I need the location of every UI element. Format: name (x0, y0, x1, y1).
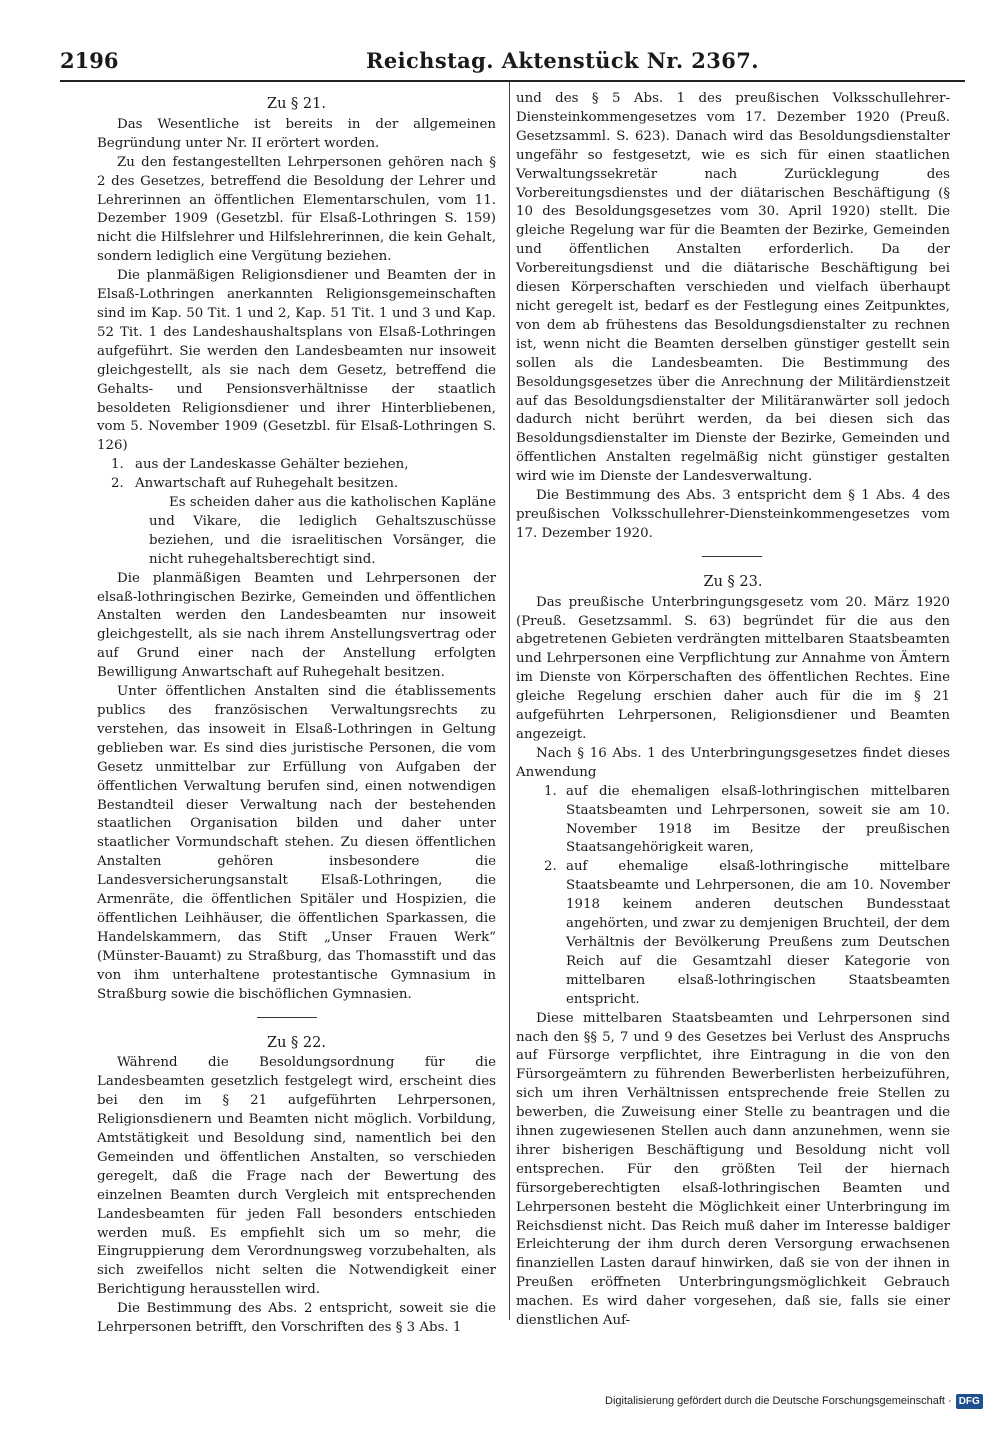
paragraph: und des § 5 Abs. 1 des preußischen Volksschullehrer-Diensteinkommengesetzes vom 17. Dezember 1920 (Preuß. Gesetzsamml. S. 623). Danach wird das Besoldungsdienstalter ungefähr so festgesetzt, wie es sich für einen staatlichen Verwaltungssekretär nach Zurücklegung des Vorbereitungsdienstes und der diätarischen Beschäftigung (§ 10 des Besoldungsgesetzes vom 30. April 1920) stellt. Die gleiche Regelung war für die Beamten der Bezirke, Gemeinden und öffentlichen Anstalten erforderlich. Da der Vorbereitungsdienst und die diätarische Beschäftigung bei diesen Körperschaften verschieden und vielfach überhaupt nicht geregelt ist, bedarf es der Festlegung eines Zeitpunktes, von dem ab frühestens das Besoldungsdienstalter zu rechnen ist, wenn nicht die Beamten derselben günstiger gestellt sein sollen als die Landesbeamten. Die Bestimmung des Besoldungsgesetzes über die Anrechnung der Militärdienstzeit auf das Besoldungsdienstalter der Militäranwärter soll jedoch dadurch nicht berührt werden, da bei diesen sich das Besoldungsdienstalter im Dienste der Bezirke, Gemeinden und öffentlichen Anstalten regelmäßig nicht günstiger gestalten wird wie im Dienste der Landesverwaltung. (516, 91, 950, 485)
list-number: 2. (111, 476, 124, 492)
list-item (516, 858, 950, 1009)
numbered-list (516, 783, 950, 1010)
paragraph: Die planmäßigen Religionsdiener und Beamten der in Elsaß-Lothringen anerkannten Religionsgemeinschaften sind im Kap. 50 Tit. 1 und 2, Kap. 51 Tit. 1 und 3 und Kap. 52 Tit. 1 des Landeshaushaltsplans von Elsaß-Lothringen aufgeführt. Sie werden den Landesbeamten nur insoweit gleichgestellt, als sie nach dem Gesetz, betreffend die Gehalts- und Pensionsverhältnisse der staatlich besoldeten Religionsdiener und ihrer Hinterbliebenen, vom 5. November 1909 (Gesetzbl. für Elsaß-Lothringen S. 126) (97, 268, 496, 454)
header-rule (60, 80, 965, 82)
list-text: aus der Landeskasse Gehälter beziehen, (135, 457, 409, 473)
section-separator (257, 1017, 317, 1018)
page-header (60, 48, 962, 74)
indented-note: Es scheiden daher aus die katholischen Kapläne und Vikare, die lediglich Gehaltszuschüsse beziehen, und die israelitischen Vorsänger, die nicht ruhegehaltsberechtigt sind. (149, 495, 496, 567)
running-title: Reichstag. Aktenstück Nr. 2367. (366, 48, 760, 73)
paragraph: Die Bestimmung des Abs. 3 entspricht dem § 1 Abs. 4 des preußischen Volksschullehrer-Diensteinkommengesetzes vom 17. Dezember 1920. (516, 488, 950, 541)
column-divider (509, 82, 510, 1320)
page-number: 2196 (60, 48, 119, 73)
paragraph: Das Wesentliche ist bereits in der allgemeinen Begründung unter Nr. II erörtert worden. (97, 116, 496, 151)
list-item (97, 456, 496, 475)
paragraph: Diese mittelbaren Staatsbeamten und Lehrpersonen sind nach den §§ 5, 7 und 9 des Gesetzes bei Verlust des Anspruchs auf Fürsorge verpflichtet, ihre Eintragung in die von den Fürsorgeämtern zu führenden Bewerberlisten herbeizuführen, sich um ihren Verhältnissen entsprechende freie Stellen zu bewerben, die Zuweisung einer Stelle zu beantragen und die ihnen zugewiesenen Stellen auch dann anzunehmen, wenn sie ihrer bisherigen Beschäftigung und Besoldung nicht voll entsprechen. Für den größten Teil der hiernach fürsorgeberechtigten elsaß-lothringischen Beamten und Lehrpersonen besteht die Möglichkeit einer Unterbringung im Reichsdienst nicht. Das Reich muß daher im Interesse baldiger Erleichterung der ihm durch deren Versorgung erwachsenen finanziellen Lasten darauf hinwirken, daß sie von der ihnen in Preußen eröffneten Unterbringungsmöglichkeit Gebrauch machen. Es wird daher vorgesehen, daß sie, falls sie einer dienstlichen Auf- (516, 1010, 950, 1329)
paragraph: Das preußische Unterbringungsgesetz vom 20. März 1920 (Preuß. Gesetzsamml. S. 63) begründet für die aus den abgetretenen Gebieten verdrängten mittelbaren Staatsbeamten und Lehrpersonen eine Verpflichtung zur Annahme von Ämtern im Dienste von Körperschaften des öffentlichen Rechtes. Eine gleiche Regelung erschien daher auch für die im § 21 aufgeführten Lehrpersonen, Religionsdiener und Beamten angezeigt. (516, 594, 950, 742)
left-column (97, 95, 496, 1338)
list-number: 1. (111, 457, 124, 473)
list-text: auf die ehemaligen elsaß-lothringischen mittelbaren Staatsbeamten und Lehrpersonen, soweit sie am 10. November 1918 im Besitze der preußischen Staatsangehörigkeit waren, (566, 783, 950, 856)
list-number: 2. (544, 859, 557, 875)
section-separator (702, 556, 762, 557)
paragraph: Die planmäßigen Beamten und Lehrpersonen der elsaß-lothringischen Bezirke, Gemeinden und öffentlichen Anstalten werden den Landesbeamten nur insoweit gleichgestellt, als sie nach ihrem Anstellungsvertrag oder auf Grund einer nach der Anstellung erfolgten Bewilligung Anwartschaft auf Ruhegehalt besitzen. (97, 570, 496, 681)
dfg-logo (956, 1394, 983, 1409)
paragraph: Unter öffentlichen Anstalten sind die établissements publics des französischen Verwaltungsrechts zu verstehen, das insoweit in Elsaß-Lothringen in Geltung geblieben war. Es sind dies juristische Personen, die vom Gesetz unmittelbar zur Erfüllung von Aufgaben der öffentlichen Verwaltung berufen sind, einen notwendigen Bestandteil dieser Verwaltung nach der bestehenden staatlichen Organisation bilden und daher unter staatlicher Vormundschaft stehen. Zu diesen öffentlichen Anstalten gehören insbesondere die Landesversicherungsanstalt Elsaß-Lothringen, die Armenräte, die öffentlichen Spitäler und Hospizien, die öffentlichen Leihhäuser, die öffentlichen Sparkassen, die Handelskammern, das Stift „Unser Frauen Werk“ (Münster-Bauamt) zu Straßburg, das Thomasstift und das von ihm unterhaltene protestantische Gymnasium in Straßburg sowie die bischöflichen Gymnasien. (97, 684, 496, 1002)
paragraph: Die Bestimmung des Abs. 2 entspricht, soweit sie die Lehrpersonen betrifft, den Vorschriften des § 3 Abs. 1 (97, 1301, 496, 1336)
section-heading-23: Zu § 23. (703, 573, 763, 590)
dfg-logo-text: DFG (958, 1395, 980, 1407)
list-text: auf ehemalige elsaß-lothringische mittelbare Staatsbeamte und Lehrpersonen, die am 10. November 1918 keinem anderen deutschen Bundesstaat angehörten, und zwar zu demjenigen Bruchteil, der dem Verhältnis der Bevölkerung Preußens zum Deutschen Reich auf die Gesamtzahl dieser Kategorie von mittelbaren elsaß-lothringischen Staatsbeamten entspricht. (566, 859, 950, 1007)
list-item (516, 783, 950, 859)
digitization-footer (605, 1391, 987, 1411)
list-item (97, 475, 496, 494)
footer-credit: Digitalisierung gefördert durch die Deutsche Forschungsgemeinschaft · (605, 1395, 952, 1407)
section-heading-22: Zu § 22. (267, 1034, 326, 1051)
paragraph: Nach § 16 Abs. 1 des Unterbringungsgesetzes findet dieses Anwendung (516, 745, 950, 780)
paragraph: Zu den festangestellten Lehrpersonen gehören nach § 2 des Gesetzes, betreffend die Besoldung der Lehrer und Lehrerinnen an öffentlichen Elementarschulen, vom 11. Dezember 1909 (Gesetzbl. für Elsaß-Lothringen S. 159) nicht die Hilfslehrer und Hilfslehrerinnen, die kein Gehalt, sondern lediglich eine Vergütung beziehen. (97, 154, 496, 265)
list-number: 1. (544, 783, 557, 799)
paragraph: Während die Besoldungsordnung für die Landesbeamten gesetzlich festgelegt wird, erscheint dies bei den im § 21 aufgeführten Lehrpersonen, Religionsdienern und Beamten nicht möglich. Vorbildung, Amtstätigkeit und Besoldung sind, namentlich bei den Gemeinden und öffentlichen Anstalten, so verschieden geregelt, daß die Frage nach der Bewertung des einzelnen Beamten durch Vergleich mit entsprechenden Landesbeamten für jeden Fall besonders entschieden werden muß. Es empfiehlt sich um so mehr, die Eingruppierung dem Verordnungsweg vorzubehalten, als sich zweifellos nicht selten die Notwendigkeit einer Berichtigung herausstellen wird. (97, 1055, 496, 1298)
list-text: Anwartschaft auf Ruhegehalt besitzen. (135, 476, 399, 492)
numbered-list (97, 456, 496, 494)
section-heading-21: Zu § 21. (267, 96, 326, 112)
right-column (516, 90, 950, 1331)
